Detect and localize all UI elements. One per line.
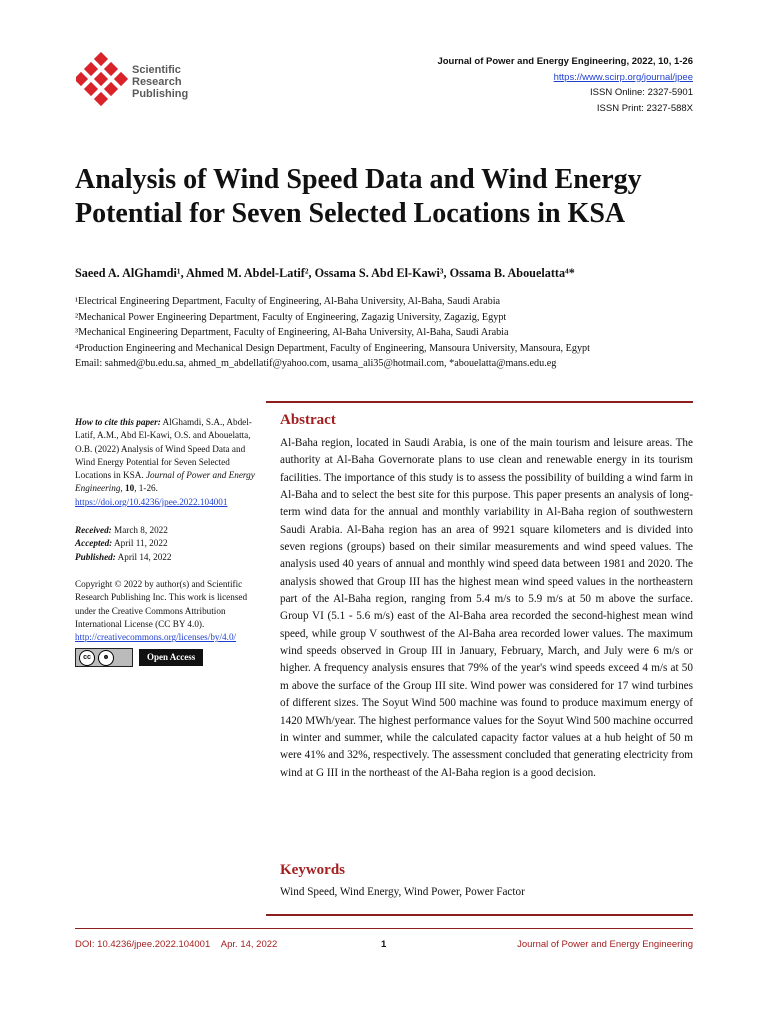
abstract-heading: Abstract <box>280 412 336 428</box>
affiliations <box>75 294 715 372</box>
citation-sidebar <box>75 416 265 667</box>
accepted-line: Accepted: April 11, 2022 <box>75 538 168 549</box>
published-line: Published: April 14, 2022 <box>75 551 172 562</box>
received-line: Received: March 8, 2022 <box>75 525 168 536</box>
affiliation-3: ³Mechanical Engineering Department, Faculty of Engineering, Al-Baha University, Al-Baha, Saudi Arabia <box>75 327 509 338</box>
keywords-bottom-rule <box>266 914 693 916</box>
logo-diamonds-icon <box>76 52 132 112</box>
cc-by-badge[interactable] <box>75 648 133 667</box>
cite-journal: Journal of Power and Energy Engineering <box>75 470 255 494</box>
affiliation-1: ¹Electrical Engineering Department, Faculty of Engineering, Al-Baha University, Al-Baha, Saudi Arabia <box>75 296 501 307</box>
journal-info <box>437 54 693 116</box>
email-line: Email: sahmed@bu.edu.sa, ahmed_m_abdellatif@yahoo.com, usama_ali35@hotmail.com, *abouelatta@mans.edu.eg <box>75 358 557 369</box>
keywords-heading: Keywords <box>280 862 345 878</box>
issn-online: ISSN Online: 2327-5901 <box>590 87 693 98</box>
open-access-badge: Open Access <box>139 649 203 666</box>
cite-label: How to cite this paper: <box>75 417 161 427</box>
doi-link[interactable]: https://doi.org/10.4236/jpee.2022.104001 <box>75 496 228 507</box>
issn-print: ISSN Print: 2327-588X <box>596 102 693 114</box>
affiliation-2: ²Mechanical Power Engineering Department, Faculty of Engineering, Zagazig University, Zagazig, Egypt <box>75 311 507 323</box>
citation: How to cite this paper: AlGhamdi, S.A., Abdel-Latif, A.M., Abd El-Kawi, O.S. and Abouelatta, O.B. (2022) Analysis of Wind Speed Data and Wind Energy Potential for Seven Selected Locations in KSA. Journal of Power and Energy Engineering, 10, 1-26. https://doi.org/10.4236/jpee.2022.104001 <box>75 417 255 507</box>
affiliation-4: ⁴Production Engineering and Mechanical Design Department, Faculty of Engineering, Mansoura University, Mansoura, Egypt <box>75 342 590 354</box>
abstract-top-rule <box>266 401 693 403</box>
journal-line: Journal of Power and Energy Engineering, 2022, 10, 1-26 <box>437 56 693 67</box>
page-number: 1 <box>381 939 387 950</box>
copyright-notice: Copyright © 2022 by author(s) and Scientific Research Publishing Inc. This work is licensed under the Creative Commons Attribution International License (CC BY 4.0). <box>75 578 248 629</box>
footer-doi-date: DOI: 10.4236/jpee.2022.104001 Apr. 14, 2022 <box>75 939 278 950</box>
footer-rule <box>75 928 693 929</box>
cite-pages: , 1-26. <box>134 483 158 494</box>
author-list: Saeed A. AlGhamdi¹, Ahmed M. Abdel-Latif², Ossama S. Abd El-Kawi³, Ossama B. Abouelatta⁴* <box>75 266 575 280</box>
cite-text: AlGhamdi, S.A., Abdel-Latif, A.M., Abd El-Kawi, O.S. and Abouelatta, O.B. (2022) Analysis of Wind Speed Data and Wind Energy Potential for Seven Selected Locations in KSA. <box>75 417 252 481</box>
by-person-icon: ☻ <box>98 650 114 666</box>
journal-url-link[interactable]: https://www.scirp.org/journal/jpee <box>553 71 693 83</box>
cite-volume: 10 <box>125 483 135 494</box>
keywords-text: Wind Speed, Wind Energy, Wind Power, Power Factor <box>280 886 525 898</box>
abstract-text: Al-Baha region, located in Saudi Arabia, is one of the main tourism and leisure areas. The authority at Al-Baha Governorate plans to use clean and renewable energy in its tourism facilities. The importance of this study is to assess the possibility of building a wind farm in Al-Baha and to select the best site for this purpose. This paper presents an analysis of long-term wind data for the annual and monthly variability in Al-Baha region of southwestern Saudi Arabia. Al-Baha region has an area of 9921 square kilometers and is divided into seven regions (groups) based on their similar measurements and wind speed values. The analysis used 40 years of annual and monthly wind speed data between 1981 and 2020. The analysis showed that Group III has the highest mean wind speed values in the northeastern part of the Al-Baha region, ranging from 5.4 m/s to 5.9 m/s at 50 m above the surface. Group VI (5.1 - 5.6 m/s) east of the Al-Baha area recorded the second-highest mean wind speed, while group V southwest of the Al-Baha area recorded lower values. The maximum wind speeds observed in Group III in January, February, March, and July were 6 m/s or higher. A frequency analysis ensures that 79% of the year's wind speeds exceed 4 m/s at 50 m above the surface of the Group III site. Wind power was considered for 17 wind turbines of different sizes. The Soyut Wind 500 machine was found to produce maximum energy of 1420 MWh/year. The highest performance values for the Soyut Wind 500 machine occurred in winter and summer, while the calculated capacity factor values at a hub height of 50 m were 41% and 32%, respectively. The assessment concluded that generating electricity from wind at G III in the northeast of the Al-Baha region is a good decision. <box>280 437 693 779</box>
cc-icon: cc <box>79 650 95 666</box>
license-link[interactable]: http://creativecommons.org/licenses/by/4.0/ <box>75 632 237 643</box>
paper-title: Analysis of Wind Speed Data and Wind Energy Potential for Seven Selected Locations in KSA <box>75 164 642 229</box>
publisher-name: Scientific Research Publishing <box>132 64 189 100</box>
footer-journal: Journal of Power and Energy Engineering <box>517 939 693 950</box>
license-badges <box>75 648 265 667</box>
